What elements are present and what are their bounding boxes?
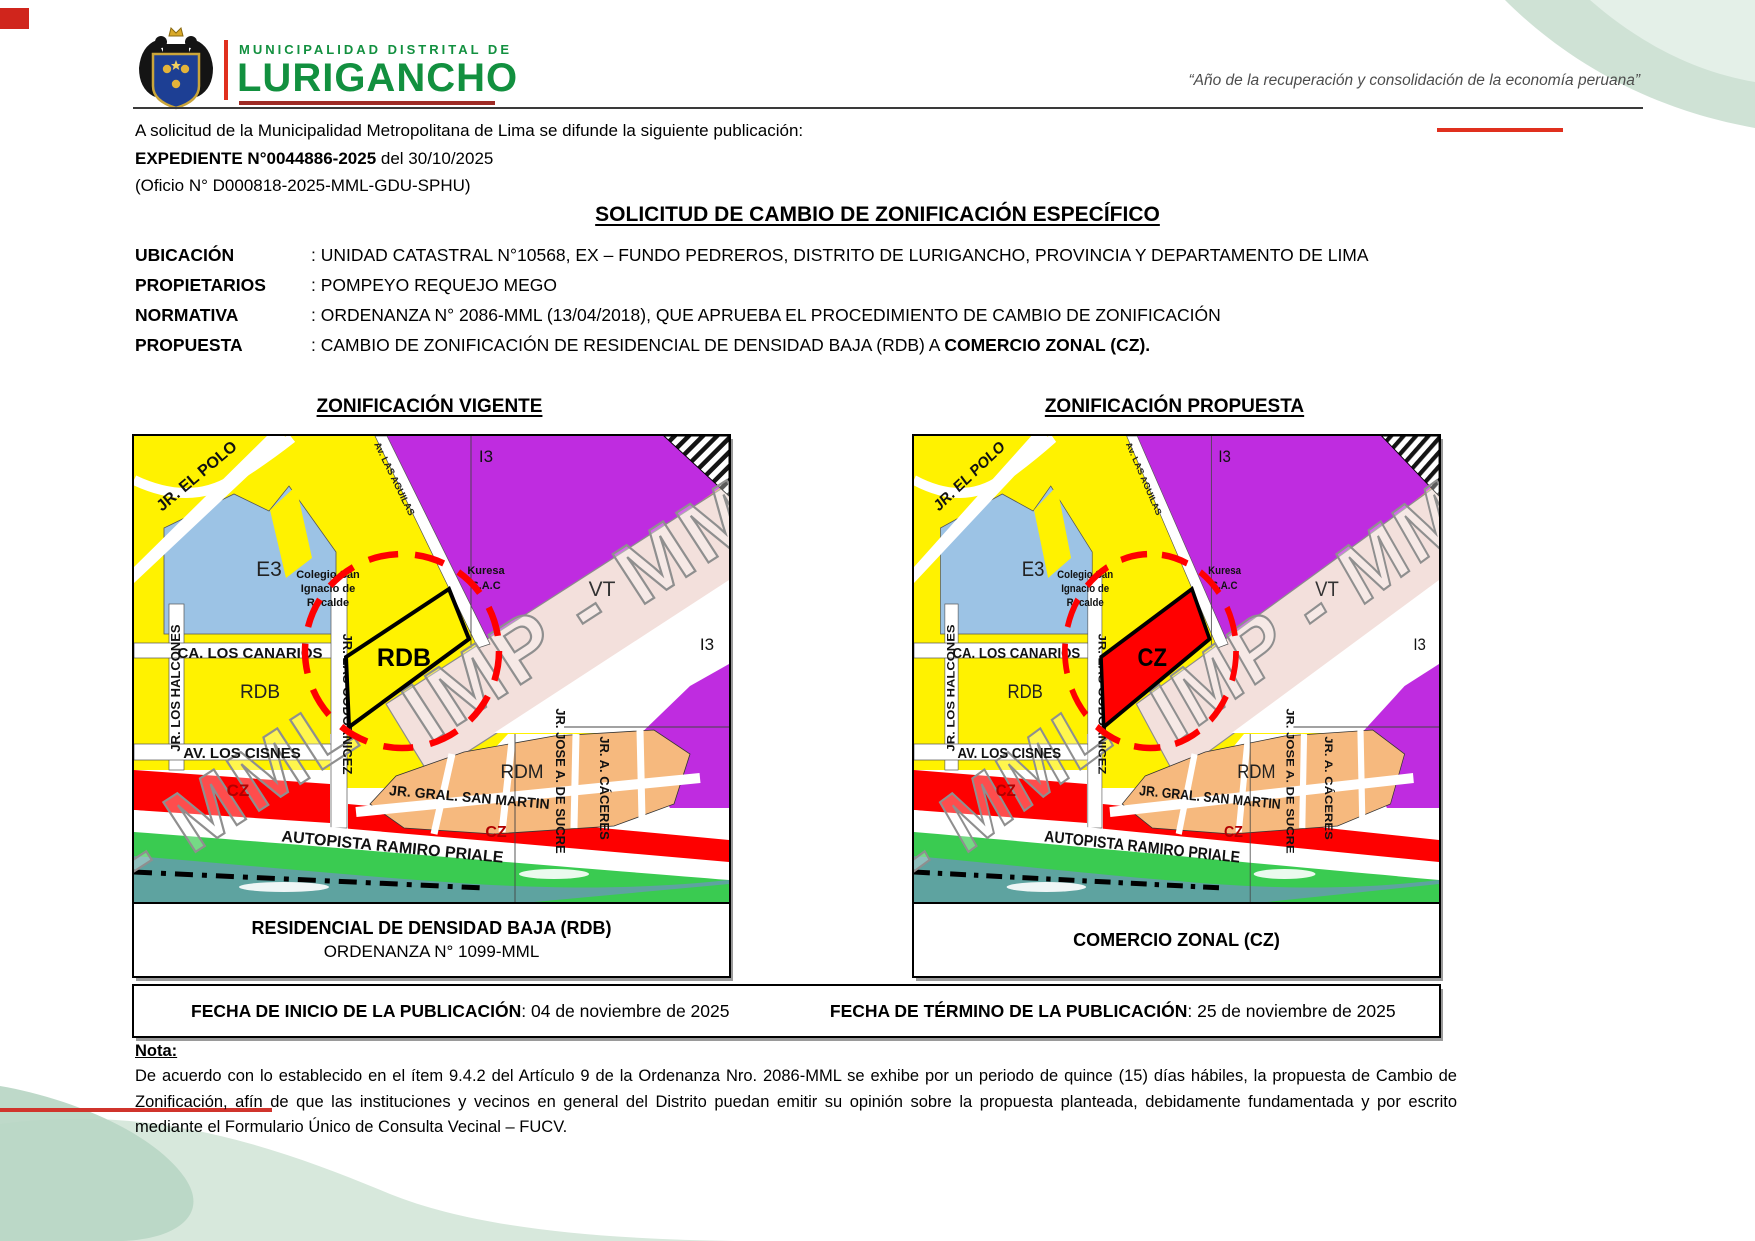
field-label: NORMATIVA — [135, 304, 239, 325]
publication-end — [787, 1001, 1440, 1022]
publication-end-label: FECHA DE TÉRMINO DE LA PUBLICACIÓN — [829, 1000, 1188, 1021]
field-value: : POMPEYO REQUEJO MEGO — [311, 274, 558, 295]
caption-zoning-name: RESIDENCIAL DE DENSIDAD BAJA (RDB) — [251, 918, 612, 938]
map-caption-propuesta — [912, 902, 1441, 978]
intro-line1: A solicitud de la Municipalidad Metropolitana de Lima se difunde la siguiente publicación: — [135, 121, 804, 140]
page-title: SOLICITUD DE CAMBIO DE ZONIFICACIÓN ESPECÍFICO — [595, 203, 1160, 226]
map-title-propuesta: ZONIFICACIÓN PROPUESTA — [1044, 396, 1305, 417]
brand-divider — [224, 40, 228, 100]
zoning-map-base — [914, 436, 1439, 902]
caption-zoning-name: COMERCIO ZONAL (CZ) — [1073, 929, 1280, 950]
note-heading: Nota: — [135, 1042, 178, 1060]
zoning-map-propuesta — [912, 434, 1441, 904]
expediente-date: del 30/10/2025 — [376, 148, 494, 168]
year-motto: “Año de la recuperación y consolidación de la economía peruana” — [1188, 72, 1640, 89]
field-label: PROPUESTA — [135, 334, 243, 355]
parcel-zone-label: RDB — [376, 644, 432, 672]
field-label: PROPIETARIOS — [135, 274, 266, 295]
map-caption-vigente — [132, 902, 731, 978]
header-rule — [133, 107, 1643, 109]
caption-ordinance: ORDENANZA N° 1099-MML — [323, 942, 540, 961]
municipal-coat-of-arms — [133, 24, 219, 110]
field-label: UBICACIÓN — [135, 244, 235, 265]
field-row-normativa — [135, 300, 1605, 330]
publication-start — [134, 1001, 787, 1022]
publication-dates-box — [132, 984, 1441, 1038]
note-body: De acuerdo con lo establecido en el ítem 9.4.2 del Artículo 9 de la Ordenanza Nro. 2086-MML se exhibe por un periodo de quince (15) días hábiles, la propuesta de Cambio de Zonificación, afín de que las instituciones y vecinos en general del Distrito puedan emitir su opinión sobre la propuesta planteada, debidamente fundamentada y por escrito mediante el Formulario Único de Consulta Vecinal – FUCV. — [135, 1067, 1457, 1136]
expediente-number: EXPEDIENTE N°0044886-2025 — [135, 148, 377, 168]
org-name: LURIGANCHO — [237, 56, 519, 100]
zoning-map-base — [134, 436, 729, 902]
fields-block — [135, 240, 1605, 360]
intro-block — [135, 117, 1485, 200]
field-value: : UNIDAD CATASTRAL N°10568, EX – FUNDO PEDREROS, DISTRITO DE LURIGANCHO, PROVINCIA Y DEPARTAMENTO DE LIMA — [311, 244, 1369, 265]
publication-start-value: : 04 de noviembre de 2025 — [521, 1000, 730, 1021]
expediente-line — [135, 145, 1485, 173]
oficio-line: (Oficio N° D000818-2025-MML-GDU-SPHU) — [135, 176, 471, 195]
field-row-ubicacion — [135, 240, 1605, 270]
map-title-vigente: ZONIFICACIÓN VIGENTE — [316, 396, 543, 417]
parcel-zone-label: CZ — [1137, 643, 1167, 672]
field-row-propuesta — [135, 330, 1605, 360]
zoning-map-vigente — [132, 434, 731, 904]
field-value: : ORDENANZA N° 2086-MML (13/04/2018), QUE APRUEBA EL PROCEDIMIENTO DE CAMBIO DE ZONIFICACIÓN — [311, 304, 1221, 325]
org-name-line1: MUNICIPALIDAD DISTRITAL DE — [239, 42, 512, 57]
corner-red-mark-top-left — [0, 8, 29, 29]
publication-end-value: : 25 de noviembre de 2025 — [1187, 1000, 1396, 1021]
field-row-propietarios — [135, 270, 1605, 300]
field-value: : CAMBIO DE ZONIFICACIÓN DE RESIDENCIAL DE DENSIDAD BAJA (RDB) A COMERCIO ZONAL (CZ). — [311, 334, 1151, 355]
publication-start-label: FECHA DE INICIO DE LA PUBLICACIÓN — [191, 1000, 522, 1021]
brand-underline — [239, 101, 495, 105]
